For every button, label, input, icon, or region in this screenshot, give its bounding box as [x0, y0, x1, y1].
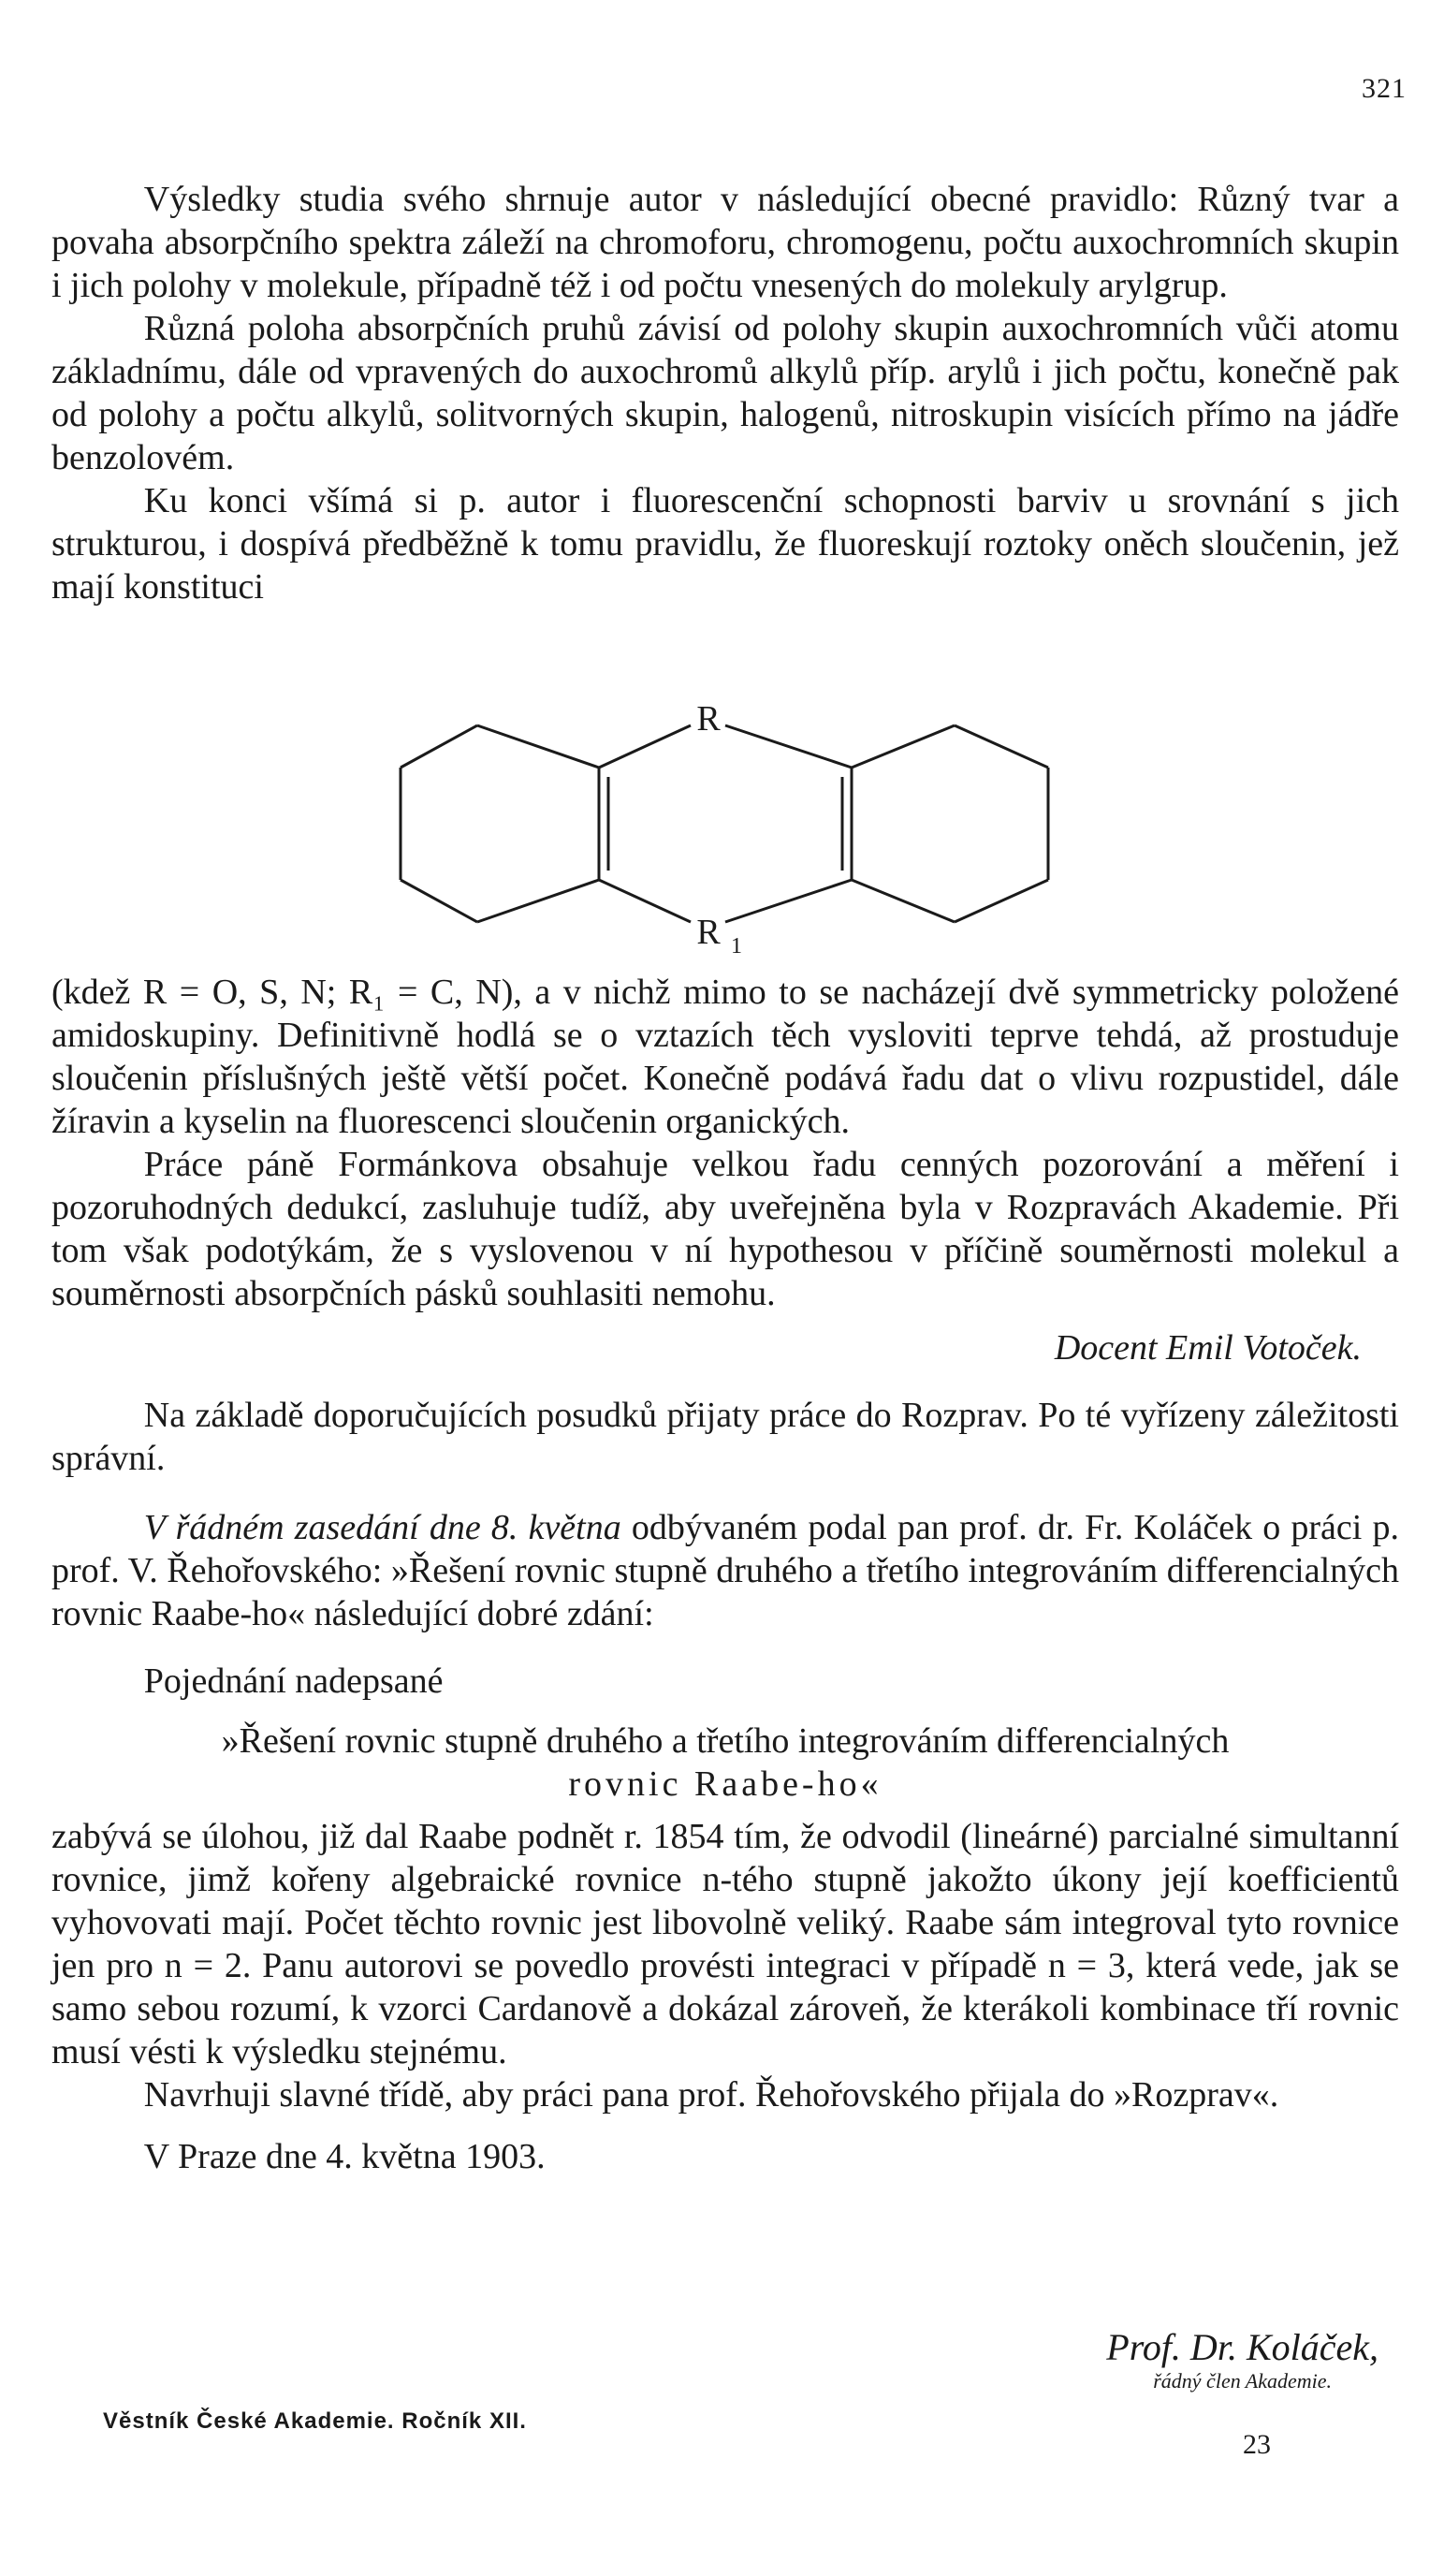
paragraph-raabe: zabývá se úlohou, již dal Raabe podnět r. 1854 tím, že odvodil (lineárné) parcialné simultanní rovnice, jimž kořeny algebraické rovnice n-tého stupně jakožto úkony její koefficientů vyhovovati mají. Počet těchto rovnic jest libovolně veliký. Raabe sám integroval tyto rovnice jen pro n = 2. Panu autorovi se povedlo provésti integraci v případě n = 3, která vede, jak se samo sebou rozumí, k vzorci Cardanově a dokázal zároveň, že kterákoli kombinace tří rovnic musí vésti k výsledku stejnému. [51, 1817, 1399, 2071]
session-date-italic: V řádném zasedání dne 8. května [143, 1508, 621, 1547]
journal-footer: Věstník České Akademie. Ročník XII. [103, 2408, 527, 2434]
signature-title: řádný člen Akademie. [1153, 2369, 1333, 2393]
session-text: odbývaném podal pan prof. dr. Fr. Koláček o práci p. prof. V. Řehořovského: »Řešení rovnic stupně druhého a třetího integrováním differencialných rovnic Raabe-ho« následující dobré zdání: [51, 1508, 1400, 1633]
paragraph-admission: Na základě doporučujících posudků přijaty práce do Rozprav. Po té vyřízeny záležitosti správní. [51, 1396, 1399, 1478]
paragraph-summary: Výsledky studia svého shrnuje autor v následující obecné pravidlo: Různý tvar a povaha absorpčního spektra záleží na chromoforu, chromogenu, počtu auxochromních skupin i jich polohy v molekule, případně též i od počtu vnesených do molekuly arylgrup. [51, 180, 1399, 305]
paragraph-definition: (kdež R = O, S, N; R₁ = C, N), a v nichž mimo to se nacházejí dvě symmetricky položené amidoskupiny. Definitivně hodlá se o vztazích těch vysloviti teprve tehdá, až prostuduje sloučenin příslušných ještě větší počet. Konečně podává řadu dat o vlivu rozpustidel, dále žíravin a kyselin na fluorescenci sloučenin organických. [51, 973, 1399, 1141]
substituent-r-label: R [696, 699, 721, 739]
paragraph-titled: Pojednání nadepsané [143, 1661, 444, 1701]
page-number: 321 [1362, 73, 1407, 104]
substituent-r1-subscript: 1 [731, 934, 742, 959]
paragraph-evaluation: Práce páně Formánkova obsahuje velkou řadu cenných pozorování a měření i pozoruhodných dedukcí, zasluhuje tudíž, aby uveřejněna byla v Rozpravách Akademie. Při tom však podotýkám, že s vyslovenou v ní hypothesou v příčině souměrnosti molekul a souměrnosti absorpčních pásků souhlasiti nemohu. [51, 1145, 1399, 1313]
ring-bonds [401, 725, 1048, 922]
signature-kolacek [1106, 2325, 1378, 2393]
text-block-upper [51, 178, 1399, 608]
paragraph-fluorescence: Ku konci všímá si p. autor i fluorescenční schopnosti barviv u srovnání s jich strukturou, i dospívá předběžně k tomu pravidlu, že fluoreskují roztoky oněch sloučenin, jež mají konstituci [51, 481, 1399, 607]
work-title-line-1: »Řešení rovnic stupně druhého a třetího integrováním differencialných [221, 1721, 1230, 1761]
paragraph-session [51, 1506, 1399, 1635]
structural-formula [393, 693, 1067, 973]
paragraph-date: V Praze dne 4. května 1903. [143, 2137, 546, 2176]
sheet-number: 23 [1243, 2429, 1271, 2460]
substituent-r1-label: R [696, 913, 721, 952]
text-block-lower [51, 971, 1399, 2178]
paragraph-proposal: Navrhuji slavné třídě, aby práci pana prof. Řehořovského přijala do »Rozprav«. [143, 2075, 1279, 2115]
work-title-line-2: rovnic Raabe-ho« [568, 1764, 882, 1804]
paragraph-absorption: Různá poloha absorpčních pruhů závisí od polohy skupin auxochromních vůči atomu základnímu, dále od vpravených do auxochromů alkylů příp. arylů i jich počtu, konečně pak od polohy a počtu alkylů, solitvorných skupin, halogenů, nitroskupin visících přímo na jádře benzolovém. [51, 309, 1399, 477]
signature-votocek: Docent Emil Votoček. [1054, 1328, 1362, 1368]
signature-name: Prof. Dr. Koláček, [1106, 2326, 1378, 2368]
